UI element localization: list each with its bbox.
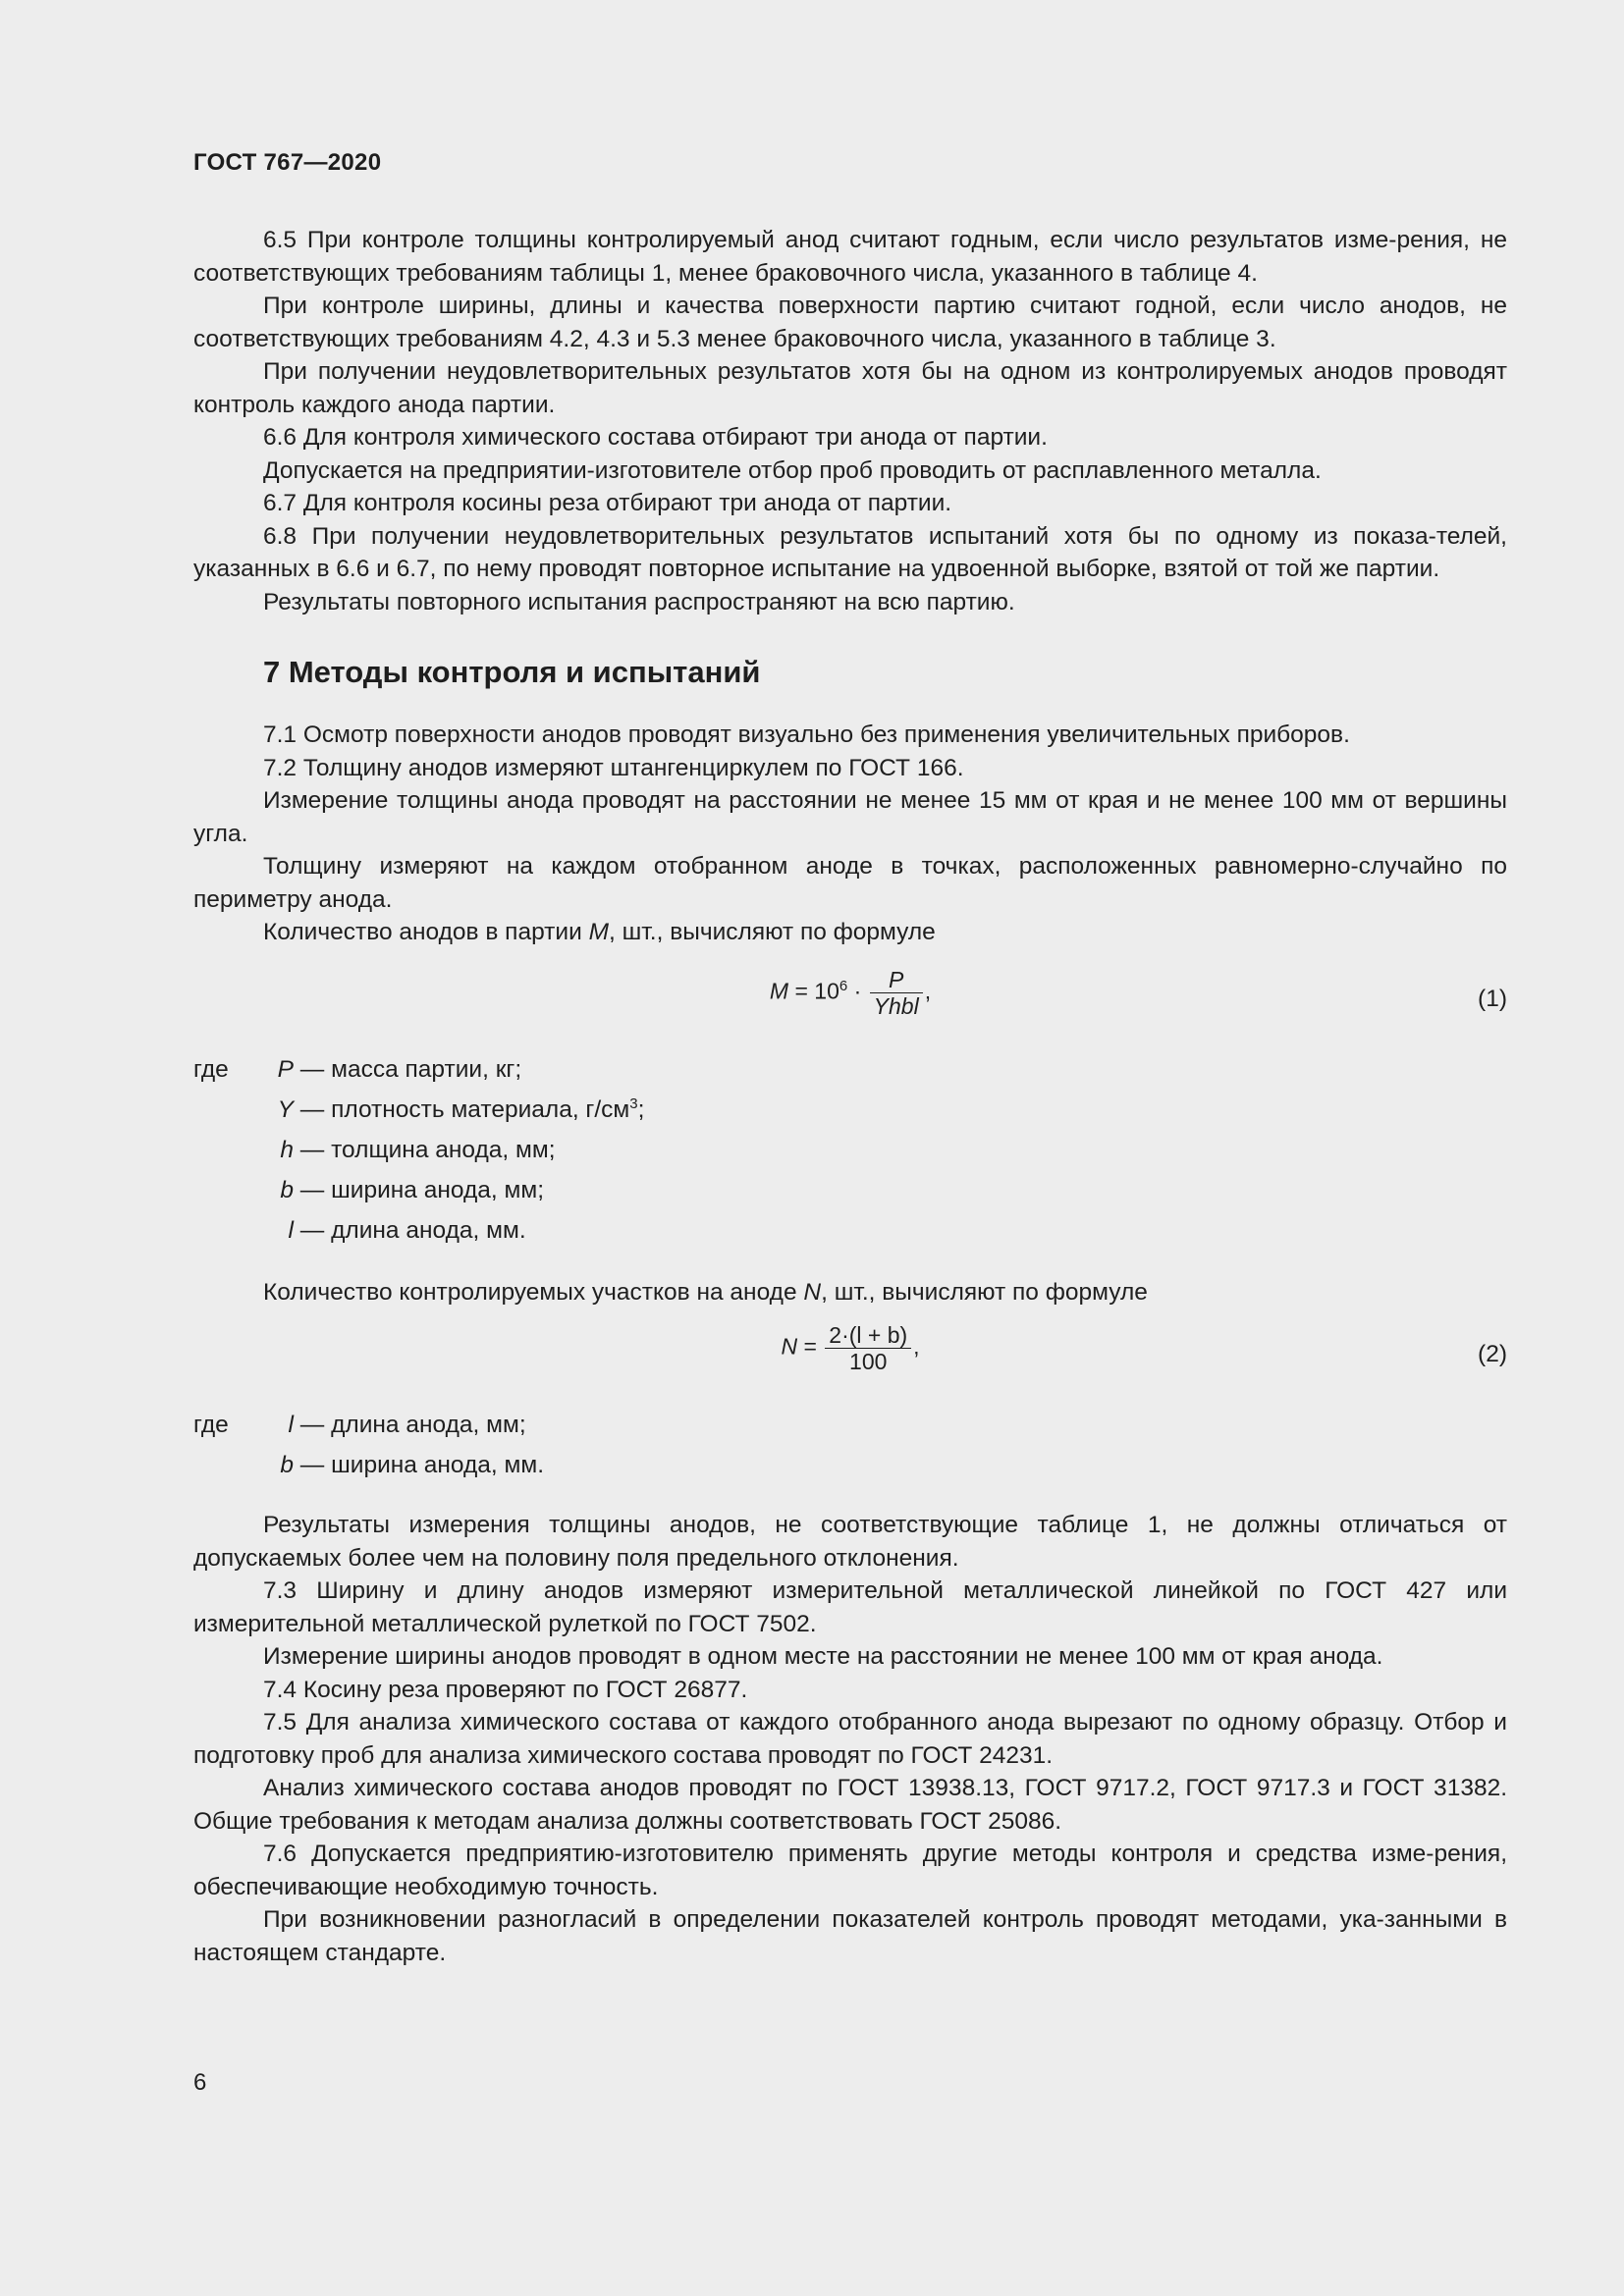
where-label: где (193, 1055, 229, 1083)
where-row (193, 1053, 1507, 1094)
symbol: l (288, 1412, 294, 1438)
formula-fraction (870, 967, 923, 1019)
paragraph: Результаты измерения толщины анодов, не соответствующие таблице 1, не должны отличаться от допускаемых более чем на половину поля предельного отклонения. (193, 1512, 1507, 1572)
formula-1-intro (193, 916, 1507, 949)
section-7-title: 7 Методы контроля и испытаний (263, 655, 761, 689)
formula-2-expression (193, 1322, 1507, 1374)
definition (274, 1409, 526, 1442)
formula-1 (193, 967, 1507, 1045)
where-list-1 (193, 1053, 1507, 1255)
paragraph: 7.2 Толщину анодов измеряют штангенциркулем по ГОСТ 166. (263, 754, 964, 781)
formula-eq: = 10 (788, 978, 839, 1004)
where-label: где (193, 1412, 229, 1438)
where-row (193, 1449, 1507, 1489)
formula-lhs: N (781, 1333, 798, 1360)
superscript: 3 (629, 1095, 638, 1112)
paragraph: При получении неудовлетворительных результатов хотя бы на одном из контролируемых анодов проводят контроль каждого анода партии. (193, 358, 1507, 418)
formula-2-intro (193, 1276, 1507, 1309)
paragraph: При контроле ширины, длины и качества поверхности партию считают годной, если число анодов, не соответствующих требованиям 4.2, 4.3 и 5.3 менее браковочного числа, указанного в таблице 3. (193, 293, 1507, 352)
formula-number: (1) (1478, 985, 1507, 1012)
symbol: Y (277, 1095, 294, 1123)
symbol: l (288, 1216, 294, 1244)
where-list-2 (193, 1409, 1507, 1489)
fraction-numerator: P (870, 967, 923, 993)
intro-text: , шт., вычисляют по формуле (609, 919, 936, 945)
where-row (193, 1409, 1507, 1449)
paragraph: 7.3 Ширину и длину анодов измеряют измерительной металлической линейкой по ГОСТ 427 или измерительной металлической рулеткой по ГОСТ 7502. (193, 1577, 1507, 1637)
paragraph: 6.5 При контроле толщины контролируемый анод считают годным, если число результатов изме-рения, не соответствующих требованиям таблицы 1, менее браковочного числа, указанного в таблице 4. (193, 227, 1507, 287)
intro-text: Количество анодов в партии (263, 919, 589, 945)
definition-text: — ширина анода, мм. (294, 1452, 545, 1478)
definition (274, 1449, 544, 1482)
definition-tail: ; (637, 1095, 645, 1123)
symbol: P (277, 1055, 294, 1083)
definition (274, 1174, 544, 1207)
paragraph: Допускается на предприятии-изготовителе отбор проб проводить от расплавленного металла. (263, 456, 1322, 484)
formula-number: (2) (1478, 1341, 1507, 1367)
formula-lhs: M (769, 978, 789, 1004)
paragraph: 7.1 Осмотр поверхности анодов проводят визуально без применения увеличительных приборов. (263, 721, 1350, 748)
page-number: 6 (193, 2069, 207, 2096)
document-body (193, 224, 1507, 1969)
definition (274, 1053, 521, 1087)
formula-fraction (825, 1322, 911, 1374)
paragraph: 6.8 При получении неудовлетворительных результатов испытаний хотя бы по одному из показа-телей, указанных в 6.6 и 6.7, по нему проводят повторное испытание на удвоенной выборке, взятой от той же партии. (193, 522, 1507, 582)
where-row (193, 1134, 1507, 1174)
paragraph: Измерение толщины анода проводят на расстоянии не менее 15 мм от края и не менее 100 мм от вершины угла. (193, 787, 1507, 847)
paragraph: Толщину измеряют на каждом отобранном аноде в точках, расположенных равномерно-случайно по периметру анода. (193, 853, 1507, 913)
definition (274, 1134, 556, 1167)
paragraph: Результаты повторного испытания распространяют на всю партию. (263, 588, 1015, 615)
variable-n: N (803, 1278, 822, 1306)
symbol: b (280, 1452, 294, 1478)
paragraph: 7.5 Для анализа химического состава от каждого отобранного анода вырезают по одному образцу. Отбор и подготовку проб для анализа химического состава проводят по ГОСТ 24231. (193, 1709, 1507, 1769)
document-header: ГОСТ 767—2020 (193, 149, 382, 176)
paragraph: 7.6 Допускается предприятию-изготовителю применять другие методы контроля и средства изме-рения, обеспечивающие необходимую точность. (193, 1841, 1507, 1900)
section-7 (193, 719, 1507, 1969)
variable-m: M (588, 919, 609, 945)
symbol: b (280, 1176, 294, 1203)
formula-trail: , (913, 1333, 920, 1360)
paragraph: 7.4 Косину реза проверяют по ГОСТ 26877. (263, 1676, 748, 1703)
formula-exponent: 6 (839, 977, 848, 994)
formula-eq: = (797, 1333, 824, 1360)
definition-text: — толщина анода, мм; (294, 1136, 556, 1163)
intro-text: , шт., вычисляют по формуле (821, 1278, 1148, 1306)
definition-text: — масса партии, кг; (294, 1055, 522, 1083)
formula-1-expression (193, 967, 1507, 1019)
fraction-denominator: 100 (849, 1349, 888, 1374)
definition (274, 1214, 526, 1248)
definition-text: — ширина анода, мм; (294, 1176, 545, 1203)
paragraph: 6.7 Для контроля косины реза отбирают три анода от партии. (263, 490, 952, 516)
intro-text: Количество контролируемых участков на аноде (263, 1278, 804, 1306)
definition-text: — длина анода, мм; (294, 1412, 526, 1438)
section-6-continued (193, 224, 1507, 618)
definition-text: — длина анода, мм. (294, 1216, 526, 1244)
paragraph: Измерение ширины анодов проводят в одном месте на расстоянии не менее 100 мм от края анода. (263, 1643, 1383, 1670)
definition (274, 1094, 644, 1127)
fraction-denominator: Yhbl (873, 992, 919, 1019)
paragraph: Анализ химического состава анодов проводят по ГОСТ 13938.13, ГОСТ 9717.2, ГОСТ 9717.3 и ГОСТ 31382. Общие требования к методам анализа должны соответствовать ГОСТ 25086. (193, 1775, 1507, 1835)
definition-text: — плотность материала, г/см (294, 1095, 630, 1123)
where-row (193, 1094, 1507, 1134)
paragraph: При возникновении разногласий в определении показателей контроль проводят методами, ука-занными в настоящем стандарте. (193, 1906, 1507, 1966)
where-row (193, 1174, 1507, 1214)
symbol: h (280, 1136, 294, 1163)
formula-dot: · (847, 978, 868, 1004)
formula-2 (193, 1322, 1507, 1401)
formula-trail: , (924, 978, 932, 1004)
fraction-numerator: 2·(l + b) (825, 1322, 911, 1349)
where-row (193, 1214, 1507, 1255)
paragraph: 6.6 Для контроля химического состава отбирают три анода от партии. (263, 424, 1048, 451)
